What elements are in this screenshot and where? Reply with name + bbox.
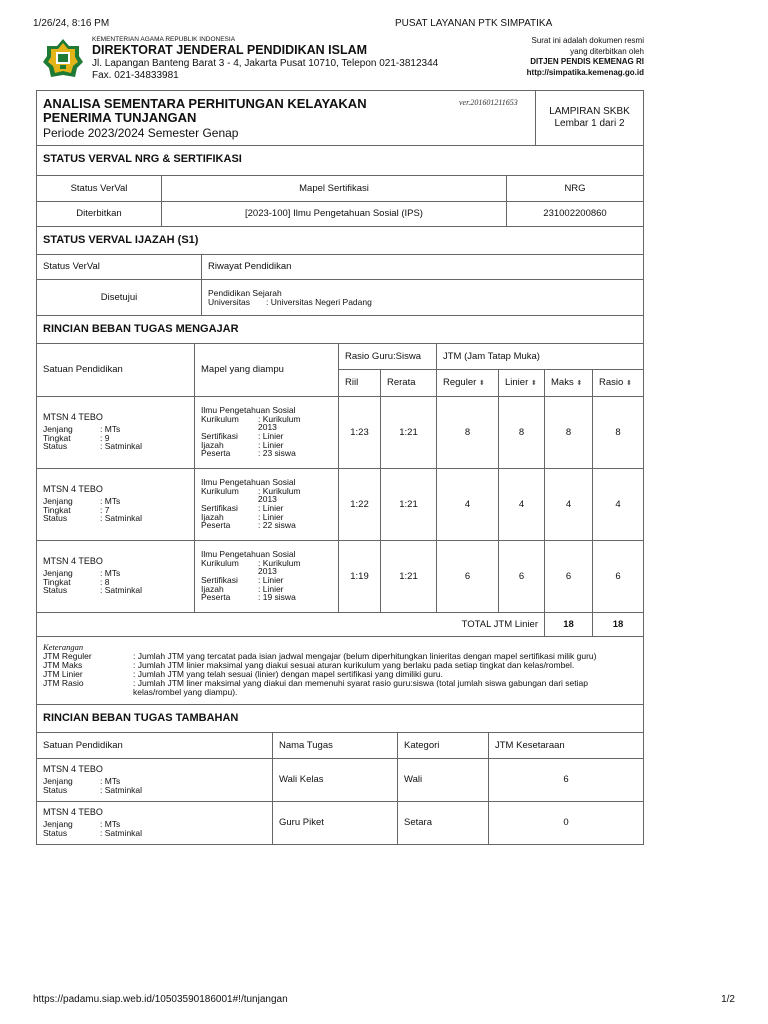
univ-label: Universitas <box>208 296 251 307</box>
col-header-linier[interactable] <box>499 369 545 396</box>
label: Kurikulum <box>201 557 239 568</box>
col-header-rasio[interactable] <box>593 369 644 396</box>
value: : Kurikulum <box>258 485 301 496</box>
value: : Satminkal <box>100 827 143 838</box>
term: JTM Maks <box>43 660 83 671</box>
table-header-row <box>37 255 644 280</box>
section-ijazah-heading: STATUS VERVAL IJAZAH (S1) <box>36 227 644 255</box>
satuan-detail <box>37 468 195 540</box>
nama-tugas: Guru Piket <box>273 801 398 844</box>
label: Peserta <box>201 592 231 603</box>
nrg-table <box>36 176 644 227</box>
sort-icon: ⬍ <box>478 380 485 387</box>
print-header <box>33 18 735 30</box>
value: : Linier <box>258 511 284 522</box>
label: Jenjang <box>43 568 73 579</box>
jtm-linier: 8 <box>499 396 545 468</box>
jtm-rasio: 6 <box>593 540 644 612</box>
table-row <box>37 201 644 226</box>
jtm-kesetaraan: 6 <box>489 758 644 801</box>
rasio-riil: 1:22 <box>339 468 381 540</box>
label: Peserta <box>201 520 231 531</box>
col-header: Riwayat Pendidikan <box>202 255 644 280</box>
rasio-rerata: 1:21 <box>381 540 437 612</box>
label: Jenjang <box>43 496 73 507</box>
mapel-detail <box>195 396 339 468</box>
jtm-linier: 4 <box>499 468 545 540</box>
header-label: Maks <box>551 377 574 388</box>
label: Jenjang <box>43 775 73 786</box>
value: : MTs <box>100 568 121 579</box>
ministry-name: KEMENTERIAN AGAMA REPUBLIK INDONESIA <box>92 36 236 43</box>
univ-value: : Universitas Negeri Padang <box>266 296 372 307</box>
section-mengajar-heading: RINCIAN BEBAN TUGAS MENGAJAR <box>36 316 644 344</box>
table-header-row <box>37 176 644 201</box>
value: : Kurikulum <box>258 557 301 568</box>
school-name: MTSN 4 TEBO <box>43 806 103 817</box>
value: : Kurikulum <box>258 413 301 424</box>
mapel-name: Ilmu Pengetahuan Sosial <box>201 405 296 416</box>
period: Periode 2023/2024 Semester Genap <box>43 126 239 140</box>
total-label: TOTAL JTM Linier <box>37 612 545 636</box>
value: 2013 <box>258 566 277 577</box>
label: Kurikulum <box>201 413 239 424</box>
note-line-2: yang diterbitkan oleh <box>570 46 644 56</box>
mapel-name: Ilmu Pengetahuan Sosial <box>201 477 296 488</box>
ijazah-table <box>36 255 644 317</box>
table-row <box>37 396 644 468</box>
header-label: Linier <box>505 377 529 388</box>
label: Sertifikasi <box>201 431 238 441</box>
label: Jenjang <box>43 818 73 829</box>
mapel-name: Ilmu Pengetahuan Sosial <box>201 549 296 560</box>
definition: : Jumlah JTM linier maksimal yang diakui sesuai aturan kurikulum yang berlaku pada setiap tingkat dan kelas/rombel. <box>133 660 575 671</box>
term: JTM Linier <box>43 669 83 680</box>
label: Tingkat <box>43 504 71 515</box>
term: JTM Reguler <box>43 651 92 662</box>
label: Status <box>43 513 68 524</box>
value: : MTs <box>100 775 121 786</box>
value: : 8 <box>100 576 110 587</box>
sheet-label: Lembar 1 dari 2 <box>554 117 625 129</box>
keterangan-box <box>36 637 644 706</box>
term: JTM Rasio <box>43 678 84 689</box>
mapel-detail <box>195 468 339 540</box>
table-row <box>37 801 644 844</box>
nrg-status: Diterbitkan <box>37 201 162 226</box>
col-header: JTM (Jam Tatap Muka) <box>437 344 644 369</box>
value: : 23 siswa <box>258 448 296 459</box>
table-row <box>37 280 644 316</box>
version: ver.201601211653 <box>459 98 518 107</box>
value: 2013 <box>258 494 277 505</box>
col-header-maks[interactable] <box>545 369 593 396</box>
label: Status <box>43 784 68 795</box>
col-header: Satuan Pendidikan <box>37 344 195 396</box>
col-header: JTM Kesetaraan <box>489 733 644 758</box>
rasio-rerata: 1:21 <box>381 396 437 468</box>
section-tambahan-heading: RINCIAN BEBAN TUGAS TAMBAHAN <box>36 705 644 733</box>
table-header-row <box>37 733 644 758</box>
value: : 22 siswa <box>258 520 296 531</box>
school-name: MTSN 4 TEBO <box>43 555 103 566</box>
value: : 19 siswa <box>258 592 296 603</box>
official-note <box>527 36 644 78</box>
definition: : Jumlah JTM liner maksimal yang diakui dan memenuhi syarat rasio guru:siswa (total jumlah siswa gabungan dari setiap kelas/rombel yang diampu). <box>133 678 588 698</box>
lampiran-box <box>535 91 643 145</box>
definition: : Jumlah JTM yang tercatat pada isian jadwal mengajar (belum diperhitungkan linieritas dengan mapel sertifikasi milik guru) <box>133 651 597 662</box>
nama-tugas: Wali Kelas <box>273 758 398 801</box>
col-header: Status VerVal <box>37 255 202 280</box>
col-header: Mapel Sertifikasi <box>162 176 507 201</box>
value: : 7 <box>100 504 110 515</box>
tambahan-table <box>36 733 644 845</box>
school-name: MTSN 4 TEBO <box>43 483 103 494</box>
value: : Linier <box>258 439 284 450</box>
rasio-riil: 1:23 <box>339 396 381 468</box>
jtm-maks: 4 <box>545 468 593 540</box>
sort-icon: ⬍ <box>576 380 583 387</box>
satuan-detail <box>37 396 195 468</box>
value: : MTs <box>100 818 121 829</box>
value: : Linier <box>258 431 284 441</box>
label: Ijazah <box>201 511 224 522</box>
label: Sertifikasi <box>201 503 238 513</box>
col-header: Status VerVal <box>37 176 162 201</box>
col-header: NRG <box>507 176 644 201</box>
col-header: Nama Tugas <box>273 733 398 758</box>
total-maks: 18 <box>545 612 593 636</box>
value: : MTs <box>100 424 121 435</box>
note-line-1: Surat ini adalah dokumen resmi <box>531 36 644 45</box>
mengajar-table <box>36 344 644 637</box>
label: Ijazah <box>201 439 224 450</box>
sort-icon: ⬍ <box>530 380 537 387</box>
page-number: 1/2 <box>721 994 735 1005</box>
total-rasio: 18 <box>593 612 644 636</box>
total-row <box>37 612 644 636</box>
title-box <box>36 90 644 146</box>
satuan-detail <box>37 540 195 612</box>
label: Tingkat <box>43 432 71 443</box>
col-header: Mapel yang diampu <box>195 344 339 396</box>
value: : Satminkal <box>100 513 143 524</box>
table-row <box>37 468 644 540</box>
col-header: Rasio Guru:Siswa <box>339 344 437 369</box>
label: Ijazah <box>201 583 224 594</box>
jtm-reguler: 8 <box>437 396 499 468</box>
print-footer <box>33 994 735 1006</box>
keterangan-item <box>43 679 637 697</box>
document-body <box>36 90 644 845</box>
ijazah-program: Pendidikan Sejarah <box>208 287 282 298</box>
jtm-maks: 8 <box>545 396 593 468</box>
value: : Linier <box>258 503 284 513</box>
jtm-rasio: 8 <box>593 396 644 468</box>
value: : Satminkal <box>100 784 143 795</box>
rasio-rerata: 1:21 <box>381 468 437 540</box>
sort-icon: ⬍ <box>625 380 632 387</box>
col-header-rerata: Rerata <box>381 369 437 396</box>
table-row <box>37 540 644 612</box>
keterangan-heading: Keterangan <box>43 641 84 652</box>
label: Kurikulum <box>201 485 239 496</box>
school-name: MTSN 4 TEBO <box>43 763 103 774</box>
col-header: Kategori <box>398 733 489 758</box>
jtm-reguler: 6 <box>437 540 499 612</box>
header-label: Rasio <box>599 377 624 388</box>
kategori: Setara <box>398 801 489 844</box>
jtm-maks: 6 <box>545 540 593 612</box>
ijazah-detail <box>202 280 644 316</box>
kategori: Wali <box>398 758 489 801</box>
col-header: Satuan Pendidikan <box>37 733 273 758</box>
value: : Satminkal <box>100 585 143 596</box>
section-nrg-heading: STATUS VERVAL NRG & SERTIFIKASI <box>36 146 644 176</box>
kemenag-emblem-icon <box>42 38 84 78</box>
print-datetime: 1/26/24, 8:16 PM <box>33 18 110 29</box>
lampiran-label: LAMPIRAN SKBK <box>549 106 630 117</box>
print-page-title: PUSAT LAYANAN PTK SIMPATIKA <box>395 18 553 29</box>
label: Status <box>43 441 68 452</box>
col-header-riil: Riil <box>339 369 381 396</box>
rasio-riil: 1:19 <box>339 540 381 612</box>
fax: Fax. 021-34833981 <box>92 69 179 81</box>
jtm-rasio: 4 <box>593 468 644 540</box>
note-url: http://simpatika.kemenag.go.id <box>526 67 644 77</box>
value: : Linier <box>258 583 284 594</box>
satuan-detail <box>37 801 273 844</box>
school-name: MTSN 4 TEBO <box>43 411 103 422</box>
definition: : Jumlah JTM yang telah sesuai (linier) dengan mapel sertifikasi yang dimiliki guru. <box>133 669 443 680</box>
jtm-linier: 6 <box>499 540 545 612</box>
label: Tingkat <box>43 576 71 587</box>
col-header-reguler[interactable] <box>437 369 499 396</box>
label: Status <box>43 827 68 838</box>
note-org: DITJEN PENDIS KEMENAG RI <box>530 57 644 67</box>
jtm-reguler: 4 <box>437 468 499 540</box>
directorate-name: DIREKTORAT JENDERAL PENDIDIKAN ISLAM <box>92 42 368 57</box>
label: Peserta <box>201 448 231 459</box>
address: Jl. Lapangan Banteng Barat 3 - 4, Jakarta Pusat 10710, Telepon 021-3812344 <box>92 57 439 69</box>
value: : Satminkal <box>100 441 143 452</box>
ijazah-status: Disetujui <box>37 280 202 316</box>
page-url: https://padamu.siap.web.id/10503590186001#!/tunjangan <box>33 994 288 1005</box>
value: : MTs <box>100 496 121 507</box>
label: Jenjang <box>43 424 73 435</box>
table-header-row <box>37 344 644 369</box>
label: Status <box>43 585 68 596</box>
document-title: ANALISA SEMENTARA PERHITUNGAN KELAYAKAN PENERIMA TUNJANGAN <box>43 96 367 126</box>
table-row <box>37 758 644 801</box>
nrg-mapel: [2023-100] Ilmu Pengetahuan Sosial (IPS) <box>162 201 507 226</box>
satuan-detail <box>37 758 273 801</box>
value: : Linier <box>258 575 284 585</box>
jtm-kesetaraan: 0 <box>489 801 644 844</box>
value: : 9 <box>100 432 110 443</box>
label: Sertifikasi <box>201 575 238 585</box>
header-label: Reguler <box>443 377 477 388</box>
mapel-detail <box>195 540 339 612</box>
nrg-number: 231002200860 <box>507 201 644 226</box>
value: 2013 <box>258 422 277 433</box>
